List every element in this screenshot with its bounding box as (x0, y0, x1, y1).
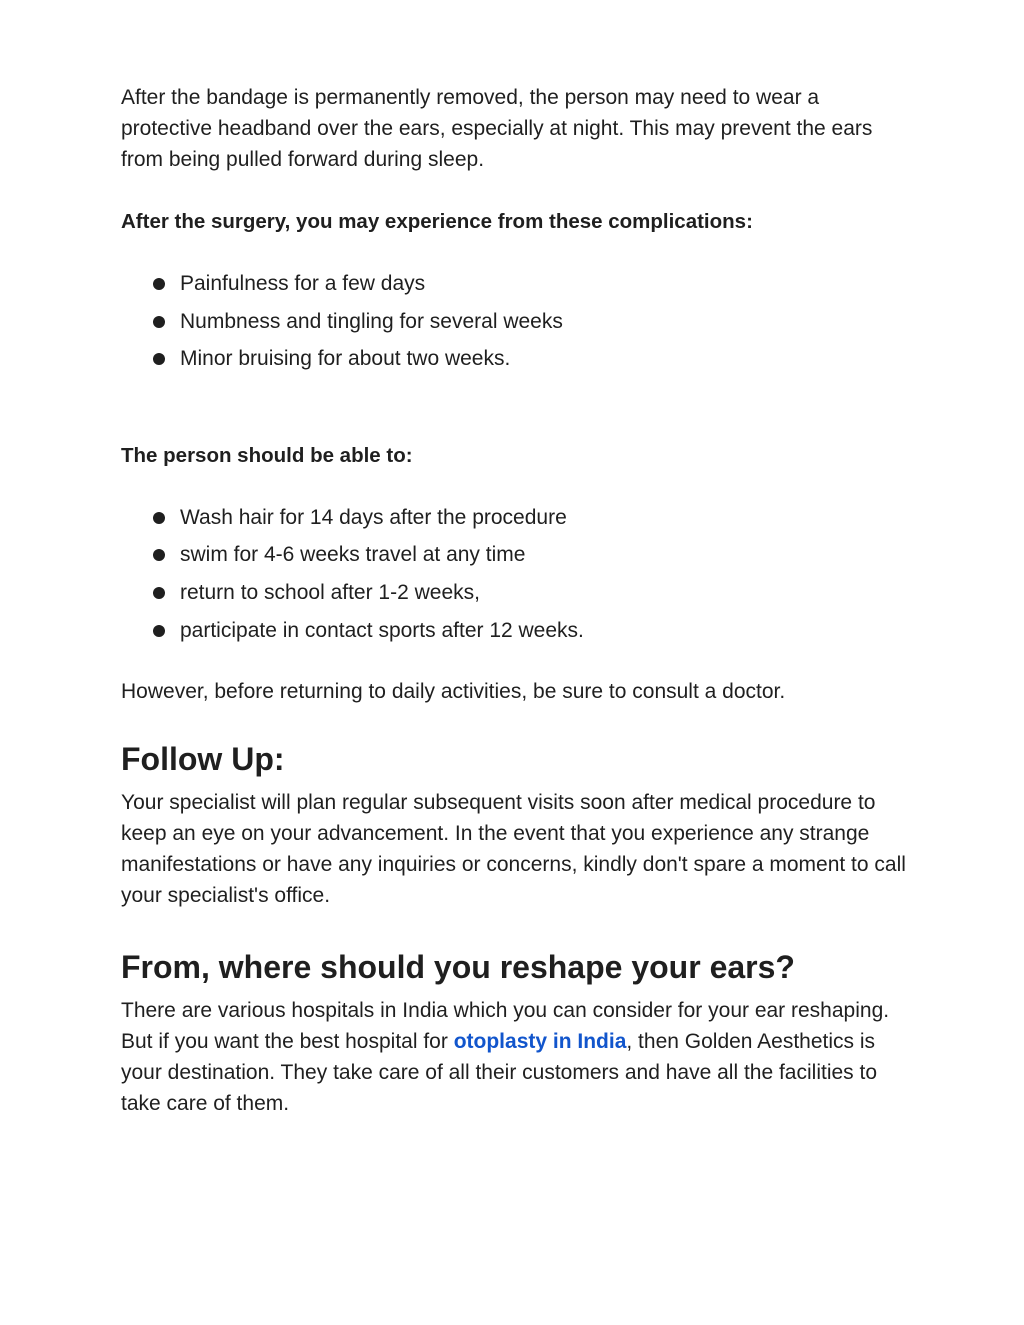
abilities-list (121, 499, 911, 649)
where-paragraph (121, 995, 911, 1119)
abilities-heading: The person should be able to: (121, 443, 413, 467)
complications-heading: After the surgery, you may experience from these complications: (121, 210, 753, 233)
list-item: Numbness and tingling for several weeks (121, 303, 911, 341)
otoplasty-india-link[interactable]: otoplasty in India (453, 1030, 627, 1054)
list-item: participate in contact sports after 12 weeks. (121, 612, 911, 650)
list-item: Minor bruising for about two weeks. (121, 340, 911, 378)
where-text-before-link: There are various hospitals in India which you can consider for your ear reshaping. But if you want the best hospital for (121, 999, 890, 1054)
follow-up-heading: Follow Up: (121, 741, 285, 778)
list-item: return to school after 1-2 weeks, (121, 574, 911, 612)
where-text-after-link: , then Golden Aesthetics is your destination. They take care of all their customers and have all the facilities to take care of them. (121, 1030, 878, 1116)
complications-list (121, 265, 911, 378)
intro-paragraph: After the bandage is permanently removed, the person may need to wear a protective headband over the ears, especially at night. This may prevent the ears from being pulled forward during sleep. (121, 86, 873, 171)
list-item: swim for 4-6 weeks travel at any time (121, 536, 911, 574)
consult-note: However, before returning to daily activities, be sure to consult a doctor. (121, 680, 786, 704)
list-item: Painfulness for a few days (121, 265, 911, 303)
document-page (121, 82, 911, 1119)
follow-up-paragraph: Your specialist will plan regular subsequent visits soon after medical procedure to keep an eye on your advancement. In the event that you experience any strange manifestations or have any inquiries or concerns, kindly don't spare a moment to call your specialist's office. (121, 791, 906, 908)
list-item: Wash hair for 14 days after the procedure (121, 499, 911, 537)
where-heading: From, where should you reshape your ears? (121, 949, 795, 986)
